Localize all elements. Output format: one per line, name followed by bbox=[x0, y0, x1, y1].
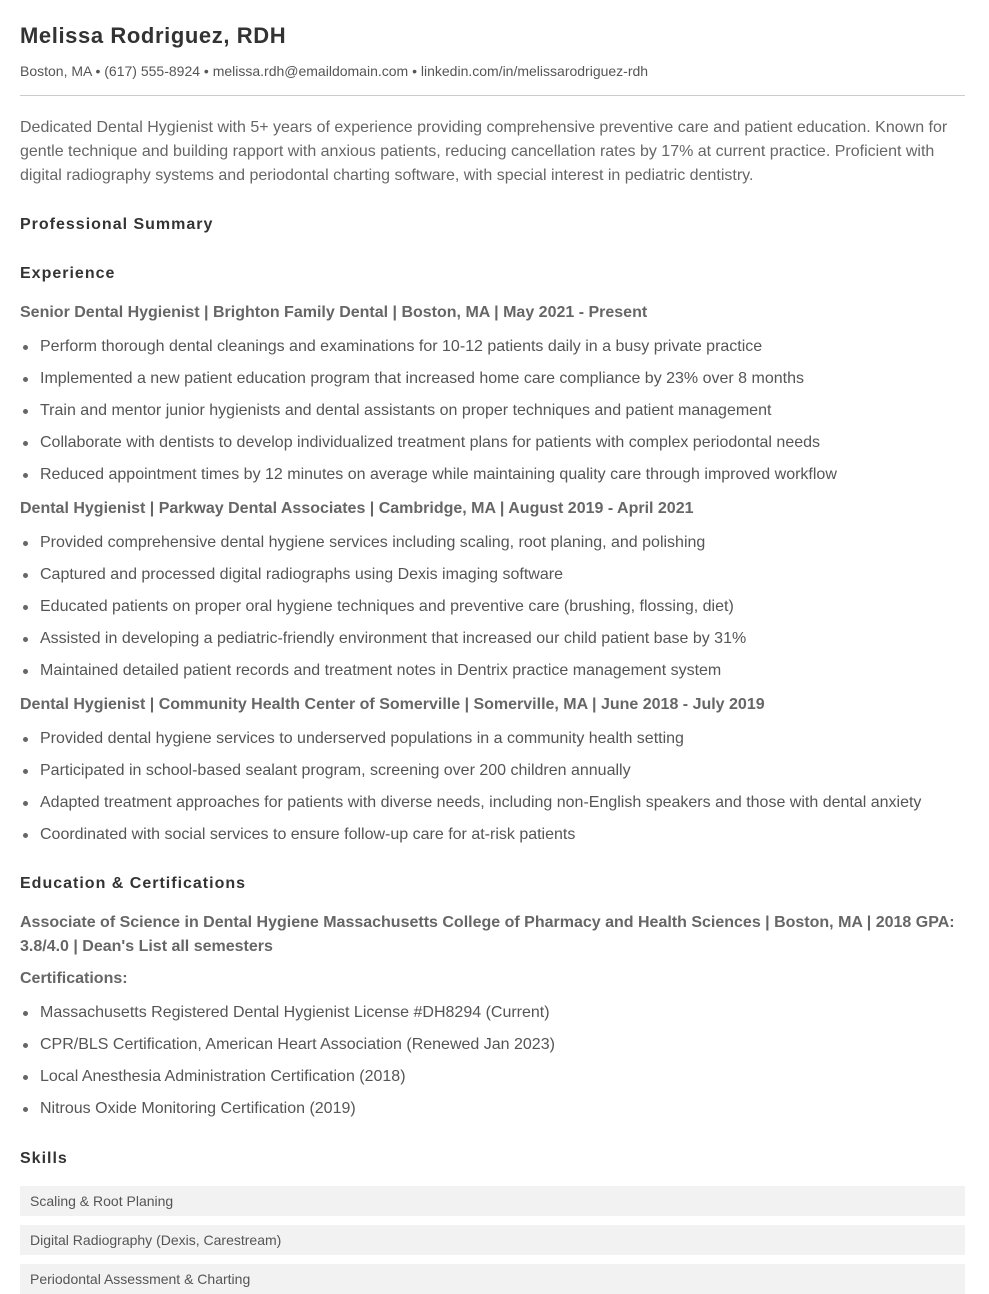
header-divider bbox=[20, 95, 965, 96]
candidate-name: Melissa Rodriguez, RDH bbox=[20, 23, 287, 48]
skill-tag: Periodontal Assessment & Charting bbox=[20, 1264, 965, 1294]
job-bullet-list bbox=[20, 531, 965, 683]
section-heading-professional-summary: Professional Summary bbox=[20, 216, 214, 233]
section-heading-education: Education & Certifications bbox=[20, 875, 247, 892]
list-item: Maintained detailed patient records and treatment notes in Dentrix practice management system bbox=[20, 659, 965, 683]
list-item: Collaborate with dentists to develop individualized treatment plans for patients with complex periodontal needs bbox=[20, 431, 965, 455]
job-title: Dental Hygienist | Community Health Center of Somerville | Somerville, MA | June 2018 - July 2019 bbox=[20, 696, 765, 713]
section-heading-skills: Skills bbox=[20, 1150, 68, 1167]
list-item: Provided dental hygiene services to underserved populations in a community health setting bbox=[20, 727, 965, 751]
list-item: Local Anesthesia Administration Certification (2018) bbox=[20, 1065, 965, 1089]
list-item: Assisted in developing a pediatric-friendly environment that increased our child patient base by 31% bbox=[20, 627, 965, 651]
degree-line: Associate of Science in Dental Hygiene Massachusetts College of Pharmacy and Health Sciences | Boston, MA | 2018 GPA: 3.8/4.0 | Dean's List all semesters bbox=[20, 914, 955, 955]
certifications-heading: Certifications: bbox=[20, 970, 128, 987]
skills-list bbox=[20, 1186, 965, 1294]
list-item: Nitrous Oxide Monitoring Certification (2019) bbox=[20, 1097, 965, 1121]
skill-tag: Digital Radiography (Dexis, Carestream) bbox=[20, 1225, 965, 1255]
list-item: Adapted treatment approaches for patients with diverse needs, including non-English speakers and those with dental anxiety bbox=[20, 791, 965, 815]
list-item: Provided comprehensive dental hygiene services including scaling, root planing, and polishing bbox=[20, 531, 965, 555]
job-title: Dental Hygienist | Parkway Dental Associates | Cambridge, MA | August 2019 - April 2021 bbox=[20, 500, 694, 517]
job-entry bbox=[20, 693, 965, 847]
contact-line: Boston, MA • (617) 555-8924 • melissa.rdh@emaildomain.com • linkedin.com/in/melissarodriguez-rdh bbox=[20, 63, 649, 79]
list-item: Train and mentor junior hygienists and dental assistants on proper techniques and patient management bbox=[20, 399, 965, 423]
resume-page bbox=[20, 0, 965, 1294]
list-item: Implemented a new patient education program that increased home care compliance by 23% over 8 months bbox=[20, 367, 965, 391]
list-item: CPR/BLS Certification, American Heart Association (Renewed Jan 2023) bbox=[20, 1033, 965, 1057]
list-item: Coordinated with social services to ensure follow-up care for at-risk patients bbox=[20, 823, 965, 847]
skill-tag: Scaling & Root Planing bbox=[20, 1186, 965, 1216]
list-item: Massachusetts Registered Dental Hygienist License #DH8294 (Current) bbox=[20, 1001, 965, 1025]
list-item: Participated in school-based sealant program, screening over 200 children annually bbox=[20, 759, 965, 783]
job-entry bbox=[20, 301, 965, 487]
certification-list bbox=[20, 1001, 965, 1121]
list-item: Educated patients on proper oral hygiene techniques and preventive care (brushing, flossing, diet) bbox=[20, 595, 965, 619]
list-item: Reduced appointment times by 12 minutes on average while maintaining quality care through improved workflow bbox=[20, 463, 965, 487]
list-item: Captured and processed digital radiographs using Dexis imaging software bbox=[20, 563, 965, 587]
job-bullet-list bbox=[20, 335, 965, 487]
job-title: Senior Dental Hygienist | Brighton Family Dental | Boston, MA | May 2021 - Present bbox=[20, 304, 648, 321]
job-bullet-list bbox=[20, 727, 965, 847]
section-heading-experience: Experience bbox=[20, 265, 116, 282]
summary-paragraph: Dedicated Dental Hygienist with 5+ years of experience providing comprehensive preventive care and patient education. Known for gentle technique and building rapport with anxious patients, reducing cancellation rates by 17% at current practice. Proficient with digital radiography systems and periodontal charting software, with special interest in pediatric dentistry. bbox=[20, 119, 948, 184]
list-item: Perform thorough dental cleanings and examinations for 10-12 patients daily in a busy private practice bbox=[20, 335, 965, 359]
job-entry bbox=[20, 497, 965, 683]
